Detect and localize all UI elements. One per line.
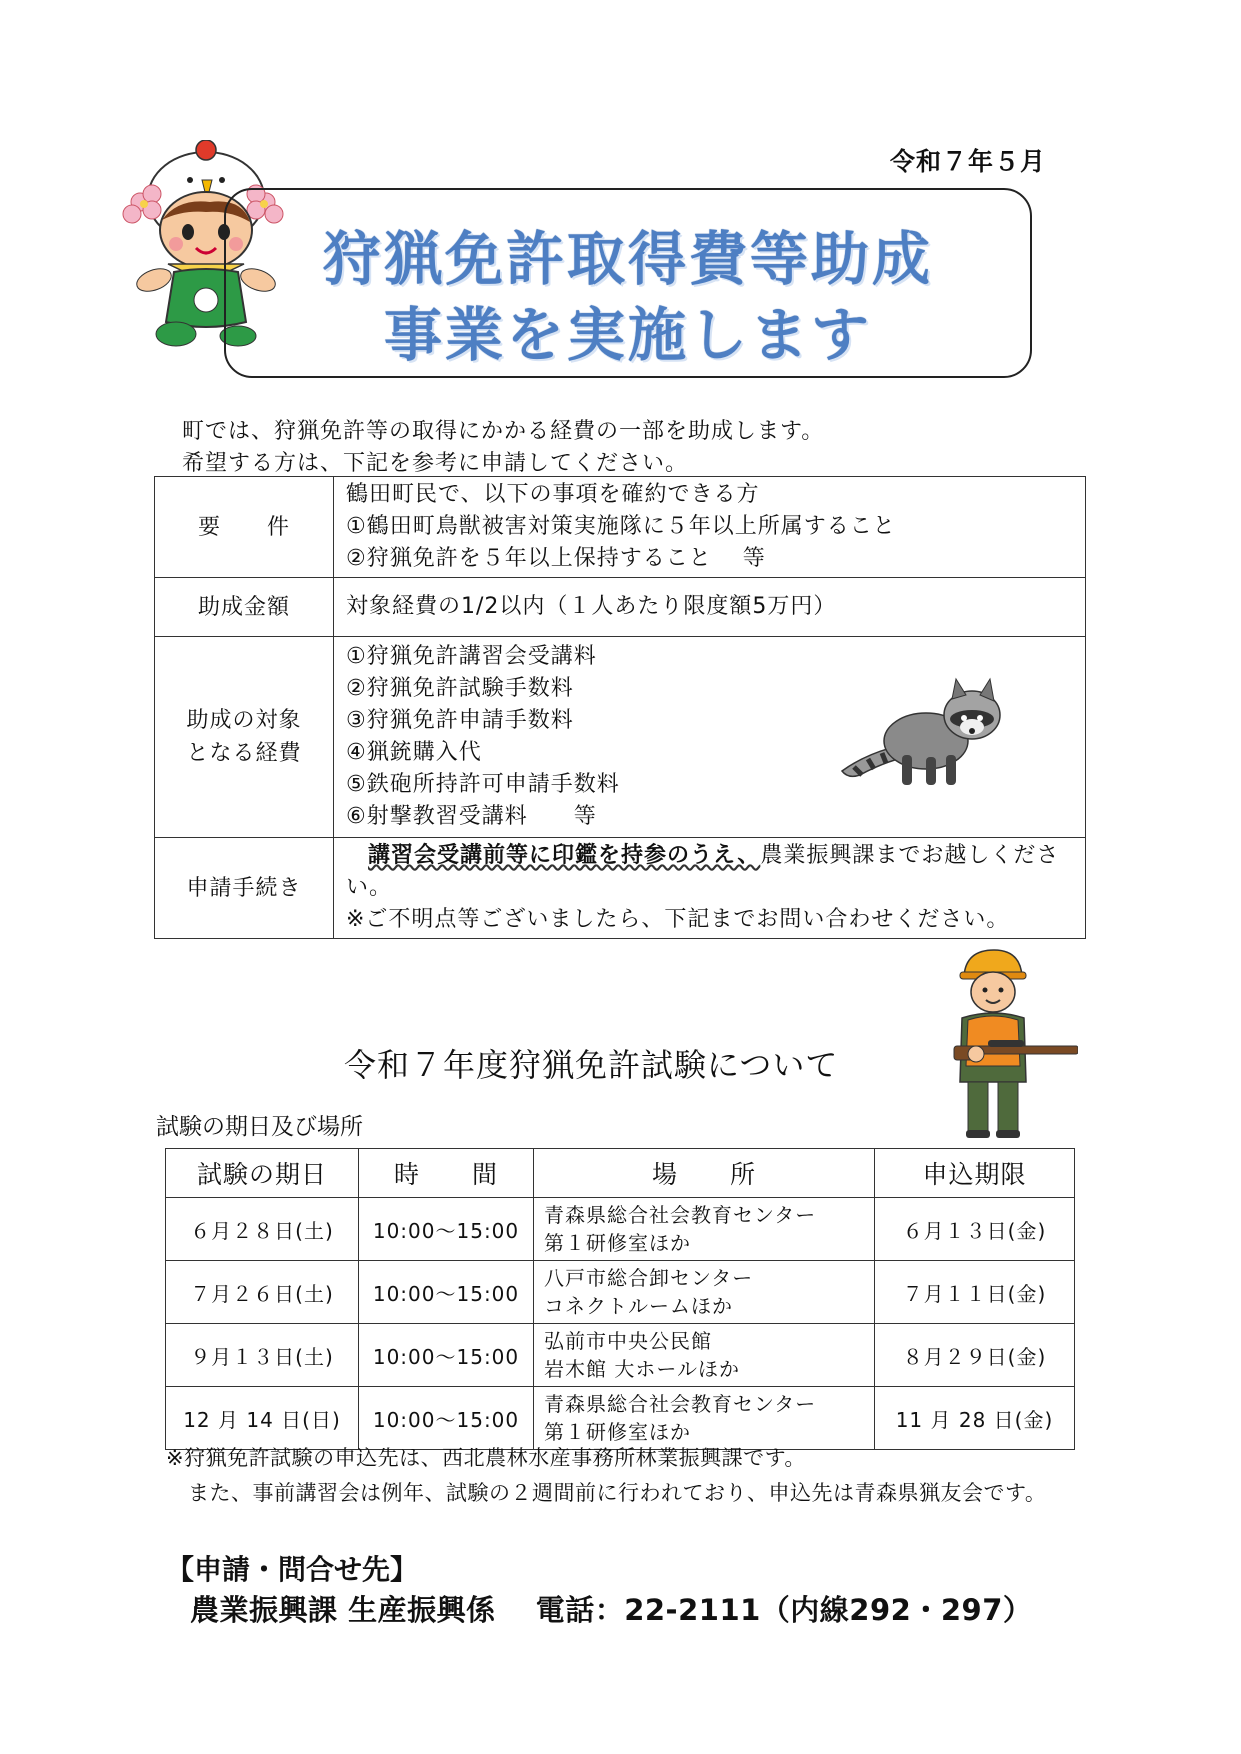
exam-place [534, 1261, 875, 1324]
page-title-line1: 狩猟免許取得費等助成 [322, 225, 933, 293]
table-row [166, 1198, 1075, 1261]
exam-table [165, 1148, 1075, 1450]
costs-label [155, 637, 334, 838]
table-row [166, 1324, 1075, 1387]
cost-item: ②狩猟免許試験手数料 [346, 676, 574, 701]
raccoon-icon [834, 675, 1014, 791]
procedure-note: ※ご不明点等ございましたら、下記までお問い合わせください。 [346, 907, 1010, 932]
exam-date: 12 月 14 日(日) [166, 1387, 359, 1450]
exam-deadline: ７月１１日(金) [875, 1261, 1075, 1324]
exam-subheading: 試験の期日及び場所 [156, 1114, 363, 1140]
procedure-text [346, 840, 1073, 904]
exam-place [534, 1198, 875, 1261]
requirement-value [334, 477, 1086, 578]
table-row [155, 578, 1086, 637]
exam-place-line2: 第１研修室ほか [544, 1420, 691, 1444]
cost-item: ⑥射撃教習受講料 等 [346, 804, 597, 829]
exam-note2: また、事前講習会は例年、試験の２週間前に行われており、申込先は青森県猟友会です。 [188, 1481, 1047, 1505]
exam-deadline: 11 月 28 日(金) [875, 1387, 1075, 1450]
exam-time: 10:00～15:00 [359, 1324, 534, 1387]
col-header-place: 場 所 [534, 1149, 875, 1198]
exam-date: ６月２８日(土) [166, 1198, 359, 1261]
exam-date: ７月２６日(土) [166, 1261, 359, 1324]
requirement-line: 鶴田町民で、以下の事項を確約できる方 [346, 482, 760, 507]
table-row [155, 838, 1086, 939]
procedure-text-after: 農業振興課までお越しください。 [346, 843, 1060, 900]
procedure-label: 申請手続き [155, 838, 334, 939]
exam-date: ９月１３日(土) [166, 1324, 359, 1387]
page-title-line2: 事業を実施します [383, 301, 872, 369]
exam-place-line1: 青森県総合社会教育センター [544, 1203, 817, 1227]
requirements-table [154, 476, 1086, 939]
exam-place-line1: 八戸市総合卸センター [544, 1266, 754, 1290]
amount-value: 対象経費の1/2以内（１人あたり限度額5万円） [334, 578, 1086, 637]
table-row [166, 1387, 1075, 1450]
exam-place-line1: 青森県総合社会教育センター [544, 1392, 817, 1416]
requirement-line: ①鶴田町鳥獣被害対策実施隊に５年以上所属すること [346, 514, 896, 539]
title-banner [224, 188, 1032, 378]
exam-time: 10:00～15:00 [359, 1261, 534, 1324]
exam-place-line1: 弘前市中央公民館 [544, 1329, 712, 1353]
table-row [155, 637, 1086, 838]
exam-heading: 令和７年度狩猟免許試験について [344, 1046, 839, 1084]
requirement-line: ②狩猟免許を５年以上保持すること 等 [346, 546, 766, 571]
exam-time: 10:00～15:00 [359, 1387, 534, 1450]
exam-deadline: ６月１３日(金) [875, 1198, 1075, 1261]
issue-date: 令和７年５月 [890, 147, 1047, 176]
hunter-icon [948, 946, 1078, 1140]
cost-item: ⑤鉄砲所持許可申請手数料 [346, 772, 620, 797]
exam-place-line2: コネクトルームほか [544, 1294, 733, 1318]
intro-line1: 町では、狩猟免許等の取得にかかる経費の一部を助成します。 [182, 419, 825, 444]
exam-note1: ※狩猟免許試験の申込先は、西北農林水産事務所林業振興課です。 [166, 1446, 806, 1470]
contact-heading: 【申請・問合せ先】 [166, 1553, 419, 1586]
col-header-time: 時 間 [359, 1149, 534, 1198]
table-row [166, 1261, 1075, 1324]
exam-place [534, 1387, 875, 1450]
col-header-date: 試験の期日 [166, 1149, 359, 1198]
procedure-value [334, 838, 1086, 939]
table-row [155, 477, 1086, 578]
exam-place-line2: 第１研修室ほか [544, 1231, 691, 1255]
table-header-row [166, 1149, 1075, 1198]
cost-item: ③狩猟免許申請手数料 [346, 708, 574, 733]
costs-value [334, 637, 1086, 838]
exam-place [534, 1324, 875, 1387]
costs-label-line2: となる経費 [186, 741, 302, 766]
requirement-label: 要 件 [155, 477, 334, 578]
cost-item: ④猟銃購入代 [346, 740, 482, 765]
contact-line: 農業振興課 生産振興係 電話：22-2111（内線292・297） [190, 1593, 1033, 1627]
intro-line2: 希望する方は、下記を参考に申請してください。 [182, 451, 689, 476]
exam-deadline: ８月２９日(金) [875, 1324, 1075, 1387]
costs-label-line1: 助成の対象 [186, 708, 302, 733]
procedure-emphasis: 講習会受講前等に印鑑を持参のうえ、 [368, 843, 761, 868]
cost-item: ①狩猟免許講習会受講料 [346, 644, 597, 669]
exam-place-line2: 岩木館 大ホールほか [544, 1357, 740, 1381]
col-header-deadline: 申込期限 [875, 1149, 1075, 1198]
exam-time: 10:00～15:00 [359, 1198, 534, 1261]
amount-label: 助成金額 [155, 578, 334, 637]
